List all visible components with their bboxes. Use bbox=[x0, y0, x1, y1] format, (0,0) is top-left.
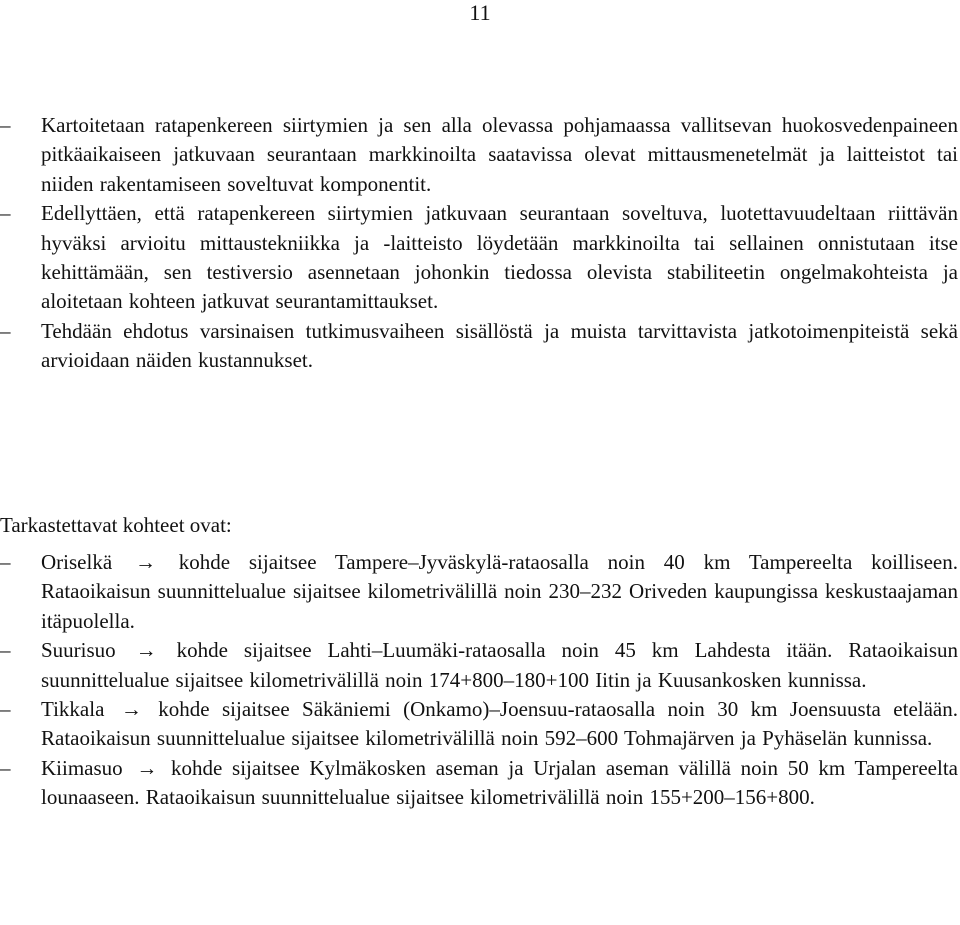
dash-bullet: – bbox=[0, 550, 11, 574]
right-arrow-icon: → bbox=[134, 550, 156, 574]
site-name: Suurisuo bbox=[41, 638, 116, 663]
site-item bbox=[0, 548, 958, 636]
task-list bbox=[0, 111, 958, 376]
site-text: kohde sijaitsee Kylmäkosken aseman ja Urjalan aseman välillä noin 50 km Tampereelta lounaaseen. Rataoikaisun suunnittelualue sijaitsee kilometrivälillä noin 155+200–156+800. bbox=[41, 755, 958, 810]
list-item-text: Edellyttäen, että ratapenkereen siirtymien jatkuvaan seurantaan soveltuva, luotettavuudeltaan riittävän hyväksi arvioitu mittaustekniikka ja -laitteisto löydetään markkinoilta tai sellainen onnistutaan itse kehittämään, sen testiversio asennetaan johonkin tiedossa olevista stabiliteetin ongelmakohteista ja aloitetaan kohteen jatkuvat seurantamittaukset. bbox=[41, 201, 958, 314]
site-name: Oriselkä bbox=[41, 550, 113, 574]
dash-bullet: – bbox=[0, 755, 11, 780]
dash-bullet: – bbox=[0, 113, 11, 137]
right-arrow-icon: → bbox=[120, 697, 142, 722]
list-item bbox=[0, 199, 958, 317]
page-number: 11 bbox=[469, 0, 491, 25]
right-arrow-icon: → bbox=[135, 638, 157, 663]
site-item bbox=[0, 754, 958, 813]
list-item-text: Tehdään ehdotus varsinaisen tutkimusvaiheen sisällöstä ja muista tarvittavista jatkotoimenpiteistä sekä arvioidaan näiden kustannukset. bbox=[41, 318, 958, 373]
dash-bullet: – bbox=[0, 201, 11, 226]
list-item-text: Kartoitetaan ratapenkereen siirtymien ja sen alla olevassa pohjamaassa vallitsevan huokosvedenpaineen pitkäaikaiseen jatkuvaan seurantaan markkinoilta saatavissa olevat mittausmenetelmät ja laitteistot tai niiden rakentamiseen soveltuvat komponentit. bbox=[41, 113, 958, 196]
right-arrow-icon: → bbox=[136, 755, 158, 780]
site-text: kohde sijaitsee Säkäniemi (Onkamo)–Joensuu-rataosalla noin 30 km Joensuusta etelään. Rataoikaisun suunnittelualue sijaitsee kilometrivälillä noin 592–600 Tohmajärven ja Pyhäselän kunnissa. bbox=[41, 697, 958, 751]
site-list bbox=[0, 548, 958, 813]
site-text: kohde sijaitsee Tampere–Jyväskylä-rataosalla noin 40 km Tampereelta koilliseen. Rataoikaisun suunnittelualue sijaitsee kilometrivälillä noin 230–232 Oriveden kaupungissa keskustaajaman itäpuolella. bbox=[41, 550, 958, 633]
dash-bullet: – bbox=[0, 318, 11, 343]
site-item bbox=[0, 636, 958, 695]
list-item bbox=[0, 317, 958, 376]
site-text: kohde sijaitsee Lahti–Luumäki-rataosalla noin 45 km Lahdesta itään. Rataoikaisun suunnittelualue sijaitsee kilometrivälillä noin 174+800–180+100 Iitin ja Kuusankosken kunnissa. bbox=[41, 638, 959, 692]
intro-paragraph: Tarkastettavat kohteet ovat: bbox=[0, 513, 232, 537]
site-item bbox=[0, 695, 958, 754]
dash-bullet: – bbox=[0, 697, 11, 722]
dash-bullet: – bbox=[0, 638, 11, 663]
site-name: Tikkala bbox=[41, 697, 105, 722]
site-name: Kiimasuo bbox=[41, 755, 123, 780]
list-item bbox=[0, 111, 958, 199]
